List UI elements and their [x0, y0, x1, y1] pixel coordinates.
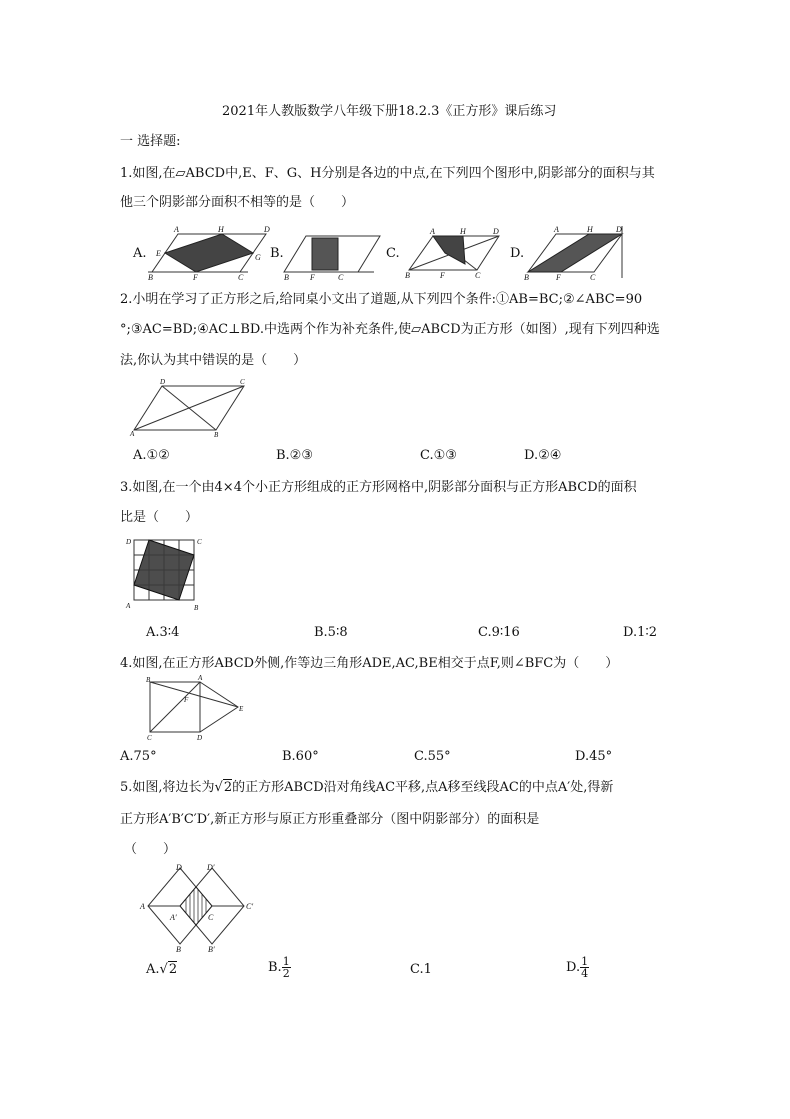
q1-option-a[interactable]: A.: [133, 246, 147, 261]
label: C: [197, 538, 202, 546]
label: F: [184, 696, 189, 704]
fraction: [282, 956, 291, 979]
q4-option-a[interactable]: A.75°: [120, 749, 157, 764]
q2-figure: [130, 376, 255, 438]
q5-text-line3: （ ）: [124, 842, 177, 857]
q5-option-d[interactable]: [566, 956, 589, 979]
label: B: [524, 273, 529, 282]
label: F: [556, 273, 561, 282]
label: D: [160, 378, 166, 386]
label: C: [338, 273, 344, 282]
fraction-denominator: 2: [282, 967, 290, 980]
sqrt-sign: √: [159, 962, 168, 977]
q1-option-b[interactable]: B.: [270, 246, 284, 261]
sqrt-radicand: 2: [223, 780, 233, 795]
q3-text-line1: 3.如图,在一个由4×4个小正方形组成的正方形网格中,阴影部分面积与正方形ABCD的面积: [120, 480, 637, 495]
q5-option-c[interactable]: C.1: [410, 962, 432, 977]
label: A: [126, 602, 131, 610]
label: A′: [170, 913, 177, 922]
label: B: [214, 431, 219, 439]
q3-option-a[interactable]: A.3∶4: [146, 625, 180, 640]
label: B: [284, 273, 289, 282]
label: C′: [246, 902, 254, 911]
q5-option-b[interactable]: [268, 956, 291, 979]
label: C: [240, 378, 245, 386]
label: D′: [207, 863, 215, 872]
q1-text-line2: 他三个阴影部分面积不相等的是（ ）: [120, 195, 355, 210]
q5-option-b-prefix: B.: [268, 960, 282, 975]
q4-option-b[interactable]: B.60°: [282, 749, 319, 764]
label: H: [460, 227, 466, 236]
q3-figure: [124, 536, 214, 612]
q5-text-b: 的正方形ABCD沿对角线AC平移,点A移至线段AC的中点A′处,得新: [232, 780, 614, 795]
label: F: [193, 273, 198, 282]
label: F: [440, 271, 445, 280]
label: D: [197, 734, 203, 742]
fraction-numerator: 1: [581, 955, 589, 968]
q2-option-b[interactable]: B.②③: [276, 448, 313, 463]
q1-text-line1: 1.如图,在▱ABCD中,E、F、G、H分别是各边的中点,在下列四个图形中,阴影部分的面积与其: [120, 166, 655, 181]
label: B: [405, 271, 410, 280]
label: C: [208, 913, 214, 922]
q2-option-a[interactable]: A.①②: [133, 448, 170, 463]
label: G: [255, 253, 261, 262]
q4-option-d[interactable]: D.45°: [575, 749, 613, 764]
q2-text-line1: 2.小明在学习了正方形之后,给同桌小文出了道题,从下列四个条件:①AB=BC;②∠ABC=90: [120, 292, 643, 307]
q3-text-line2: 比是（ ）: [120, 510, 199, 525]
label: B′: [208, 945, 215, 954]
label: A: [140, 902, 145, 911]
q4-text-line1: 4.如图,在正方形ABCD外侧,作等边三角形ADE,AC,BE相交于点F,则∠BFC为（ ）: [120, 656, 619, 671]
label: B: [146, 676, 151, 684]
q2-text-line3: 法,你认为其中错误的是（ ）: [120, 353, 307, 368]
label: A: [174, 225, 179, 234]
q1-option-c[interactable]: C.: [386, 246, 400, 261]
q1-option-d[interactable]: D.: [510, 246, 525, 261]
sqrt-sign: √: [214, 780, 223, 795]
q5-figure: [140, 862, 260, 952]
label: D: [126, 538, 132, 546]
label: A: [554, 225, 559, 234]
label: A: [430, 227, 435, 236]
label: H: [218, 225, 224, 234]
q5-text-a: 5.如图,将边长为: [120, 780, 215, 795]
sqrt-radicand: 2: [168, 962, 178, 977]
label: C: [590, 273, 596, 282]
q2-option-d[interactable]: D.②④: [524, 448, 562, 463]
label: B: [176, 945, 181, 954]
fraction-numerator: 1: [282, 955, 290, 968]
label: D: [176, 863, 182, 872]
label: H: [587, 225, 593, 234]
label: E: [239, 705, 244, 713]
q2-text-line2: °;③AC=BD;④AC⊥BD.中选两个作为补充条件,使▱ABCD为正方形（如图）,现有下列四种选: [120, 322, 660, 337]
q2-option-c[interactable]: C.①③: [420, 448, 457, 463]
label: B: [194, 604, 199, 612]
label: D: [264, 225, 270, 234]
label: A: [130, 430, 135, 438]
q3-option-b[interactable]: B.5∶8: [314, 625, 348, 640]
label: C: [147, 734, 152, 742]
q4-figure: [142, 676, 252, 742]
q1-figure-a: [148, 225, 270, 282]
fraction-denominator: 4: [581, 967, 589, 980]
q5-option-d-prefix: D.: [566, 960, 581, 975]
q1-figure-d: [524, 226, 628, 280]
label: F: [310, 273, 315, 282]
fraction: [580, 956, 589, 979]
label: A: [198, 674, 203, 682]
label: B: [148, 273, 153, 282]
q1-figure-c: [405, 228, 505, 278]
page-title: 2021年人教版数学八年级下册18.2.3《正方形》课后练习: [222, 104, 557, 119]
q3-option-d[interactable]: D.1∶2: [623, 625, 658, 640]
label: C: [475, 271, 481, 280]
q1-figure-b: [284, 228, 384, 282]
q3-option-c[interactable]: C.9∶16: [478, 625, 520, 640]
q5-option-a-prefix: A.: [146, 962, 160, 977]
label: C: [238, 273, 244, 282]
q5-text-line1: [120, 780, 613, 796]
label: E: [156, 249, 161, 258]
label: D: [616, 225, 622, 234]
section-heading: 一 选择题:: [120, 134, 181, 149]
q4-option-c[interactable]: C.55°: [414, 749, 451, 764]
q5-option-a[interactable]: [146, 962, 177, 977]
label: D: [493, 227, 499, 236]
q5-text-line2: 正方形A′B′C′D′,新正方形与原正方形重叠部分（图中阴影部分）的面积是: [120, 812, 540, 827]
